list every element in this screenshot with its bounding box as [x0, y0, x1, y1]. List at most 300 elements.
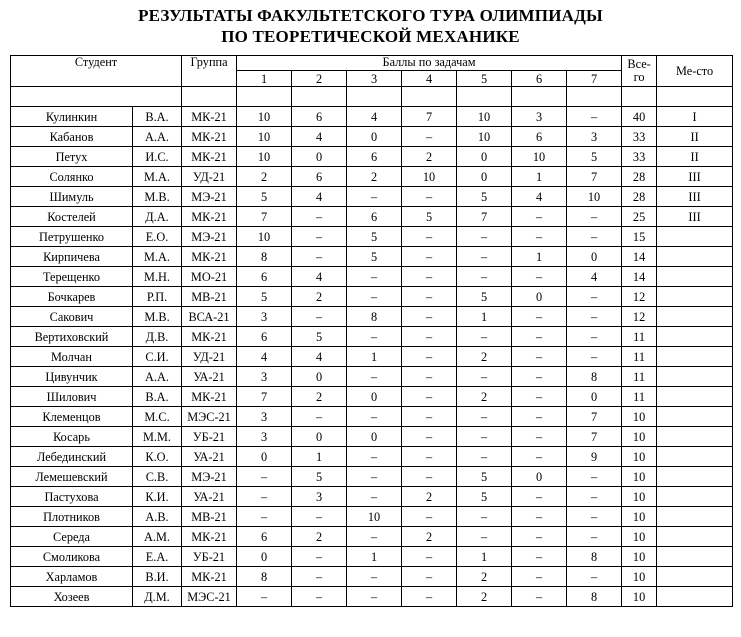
student-group: МК-21: [182, 207, 237, 227]
task-score-2: –: [292, 507, 347, 527]
place: III: [657, 167, 733, 187]
table-row: [11, 467, 733, 487]
task-score-4: –: [402, 127, 457, 147]
total-score: 10: [622, 547, 657, 567]
student-initials: Д.М.: [133, 587, 182, 607]
task-score-7: –: [567, 227, 622, 247]
student-group: МО-21: [182, 267, 237, 287]
task-score-1: –: [237, 507, 292, 527]
task-score-4: –: [402, 187, 457, 207]
task-score-3: –: [347, 487, 402, 507]
task-score-5: 2: [457, 567, 512, 587]
task-score-3: –: [347, 527, 402, 547]
task-score-4: –: [402, 447, 457, 467]
student-group: МЭС-21: [182, 587, 237, 607]
table-row: [11, 547, 733, 567]
task-score-1: 3: [237, 427, 292, 447]
task-score-7: 7: [567, 427, 622, 447]
header-task-3: 3: [347, 71, 402, 87]
task-score-5: –: [457, 367, 512, 387]
task-score-4: –: [402, 367, 457, 387]
task-score-4: –: [402, 267, 457, 287]
task-score-4: –: [402, 287, 457, 307]
student-initials: А.А.: [133, 367, 182, 387]
task-score-5: 7: [457, 207, 512, 227]
total-score: 10: [622, 587, 657, 607]
student-surname: Кирпичева: [11, 247, 133, 267]
student-surname: Шилович: [11, 387, 133, 407]
task-score-1: 5: [237, 287, 292, 307]
task-score-5: 1: [457, 307, 512, 327]
student-initials: В.А.: [133, 107, 182, 127]
total-score: 33: [622, 147, 657, 167]
task-score-1: 10: [237, 227, 292, 247]
task-score-1: –: [237, 587, 292, 607]
student-group: УД-21: [182, 347, 237, 367]
task-score-7: –: [567, 487, 622, 507]
task-score-5: 5: [457, 487, 512, 507]
student-initials: А.В.: [133, 507, 182, 527]
student-group: УА-21: [182, 447, 237, 467]
task-score-6: –: [512, 267, 567, 287]
task-score-2: 2: [292, 527, 347, 547]
total-score: 15: [622, 227, 657, 247]
student-group: МВ-21: [182, 507, 237, 527]
total-score: 14: [622, 267, 657, 287]
task-score-5: –: [457, 227, 512, 247]
task-score-3: 5: [347, 227, 402, 247]
place: [657, 427, 733, 447]
task-score-5: 5: [457, 467, 512, 487]
student-surname: Вертиховский: [11, 327, 133, 347]
student-group: МЭ-21: [182, 187, 237, 207]
task-score-7: 8: [567, 367, 622, 387]
task-score-4: –: [402, 327, 457, 347]
place: [657, 587, 733, 607]
task-score-2: 5: [292, 327, 347, 347]
task-score-3: 4: [347, 107, 402, 127]
student-group: УД-21: [182, 167, 237, 187]
table-row: [11, 587, 733, 607]
task-score-5: 5: [457, 187, 512, 207]
task-score-4: –: [402, 587, 457, 607]
task-score-7: 0: [567, 247, 622, 267]
task-score-1: 2: [237, 167, 292, 187]
task-score-6: –: [512, 407, 567, 427]
student-initials: Е.О.: [133, 227, 182, 247]
task-score-7: –: [567, 347, 622, 367]
task-score-4: –: [402, 247, 457, 267]
task-score-1: 7: [237, 207, 292, 227]
student-group: МК-21: [182, 567, 237, 587]
task-score-2: 4: [292, 187, 347, 207]
student-group: МЭС-21: [182, 407, 237, 427]
task-score-6: –: [512, 307, 567, 327]
task-score-2: 6: [292, 107, 347, 127]
student-initials: С.И.: [133, 347, 182, 367]
task-score-3: –: [347, 267, 402, 287]
task-score-1: –: [237, 487, 292, 507]
student-group: МВ-21: [182, 287, 237, 307]
task-score-7: 9: [567, 447, 622, 467]
table-row: [11, 427, 733, 447]
task-score-6: 1: [512, 167, 567, 187]
task-score-4: –: [402, 567, 457, 587]
student-surname: Молчан: [11, 347, 133, 367]
student-surname: Шимуль: [11, 187, 133, 207]
task-score-4: –: [402, 427, 457, 447]
table-row: [11, 507, 733, 527]
student-group: МК-21: [182, 147, 237, 167]
task-score-1: 4: [237, 347, 292, 367]
place: [657, 407, 733, 427]
total-score: 11: [622, 387, 657, 407]
table-row: [11, 267, 733, 287]
total-score: 12: [622, 287, 657, 307]
task-score-6: –: [512, 567, 567, 587]
task-score-2: –: [292, 407, 347, 427]
task-score-1: 3: [237, 367, 292, 387]
student-group: МК-21: [182, 107, 237, 127]
student-surname: Сакович: [11, 307, 133, 327]
task-score-1: 8: [237, 567, 292, 587]
task-score-7: 10: [567, 187, 622, 207]
task-score-5: 2: [457, 587, 512, 607]
total-score: 10: [622, 427, 657, 447]
task-score-7: –: [567, 567, 622, 587]
document-title-line-1: РЕЗУЛЬТАТЫ ФАКУЛЬТЕТСКОГО ТУРА ОЛИМПИАДЫ: [138, 6, 603, 25]
student-surname: Солянко: [11, 167, 133, 187]
task-score-3: 6: [347, 147, 402, 167]
student-surname: Петрушенко: [11, 227, 133, 247]
student-surname: Смоликова: [11, 547, 133, 567]
task-score-6: –: [512, 387, 567, 407]
task-score-4: –: [402, 467, 457, 487]
task-score-3: 2: [347, 167, 402, 187]
total-score: 12: [622, 307, 657, 327]
total-score: 11: [622, 327, 657, 347]
header-task-2: 2: [292, 71, 347, 87]
student-group: УА-21: [182, 367, 237, 387]
header-row: [11, 56, 733, 71]
task-score-5: 10: [457, 107, 512, 127]
student-group: ВСА-21: [182, 307, 237, 327]
task-score-6: 6: [512, 127, 567, 147]
task-score-4: –: [402, 387, 457, 407]
student-surname: Петух: [11, 147, 133, 167]
table-row: [11, 387, 733, 407]
student-surname: Лемешевский: [11, 467, 133, 487]
task-score-7: 3: [567, 127, 622, 147]
header-task-1: 1: [237, 71, 292, 87]
total-score: 33: [622, 127, 657, 147]
task-score-5: 5: [457, 287, 512, 307]
total-score: 10: [622, 447, 657, 467]
student-surname: Кулинкин: [11, 107, 133, 127]
task-score-4: 2: [402, 147, 457, 167]
task-score-5: –: [457, 507, 512, 527]
student-initials: М.В.: [133, 307, 182, 327]
header-task-6: 6: [512, 71, 567, 87]
student-group: МК-21: [182, 527, 237, 547]
header-group: Группа: [182, 56, 237, 87]
table-row: [11, 567, 733, 587]
student-group: МЭ-21: [182, 467, 237, 487]
task-score-6: –: [512, 227, 567, 247]
task-score-6: 0: [512, 287, 567, 307]
task-score-3: –: [347, 567, 402, 587]
task-score-6: 4: [512, 187, 567, 207]
task-score-1: 3: [237, 307, 292, 327]
student-initials: К.И.: [133, 487, 182, 507]
table-row: [11, 367, 733, 387]
task-score-3: –: [347, 407, 402, 427]
task-score-5: –: [457, 407, 512, 427]
spacer-row: [11, 87, 733, 107]
header-place: [657, 56, 733, 87]
task-score-4: 2: [402, 487, 457, 507]
place: [657, 487, 733, 507]
place: [657, 507, 733, 527]
task-score-7: –: [567, 207, 622, 227]
student-surname: Клеменцов: [11, 407, 133, 427]
place: III: [657, 187, 733, 207]
task-score-1: 8: [237, 247, 292, 267]
student-group: МК-21: [182, 247, 237, 267]
student-initials: М.А.: [133, 247, 182, 267]
student-initials: Р.П.: [133, 287, 182, 307]
task-score-1: 5: [237, 187, 292, 207]
task-score-2: 6: [292, 167, 347, 187]
task-score-2: –: [292, 587, 347, 607]
task-score-2: 1: [292, 447, 347, 467]
task-score-6: 1: [512, 247, 567, 267]
task-score-2: –: [292, 207, 347, 227]
place: I: [657, 107, 733, 127]
task-score-5: 2: [457, 347, 512, 367]
table-row: [11, 527, 733, 547]
task-score-7: 5: [567, 147, 622, 167]
task-score-3: –: [347, 467, 402, 487]
task-score-1: 10: [237, 107, 292, 127]
place: [657, 227, 733, 247]
table-row: [11, 207, 733, 227]
student-initials: В.А.: [133, 387, 182, 407]
table-row: [11, 187, 733, 207]
task-score-2: 4: [292, 127, 347, 147]
place: [657, 467, 733, 487]
task-score-6: –: [512, 347, 567, 367]
student-surname: Хозеев: [11, 587, 133, 607]
student-surname: Косарь: [11, 427, 133, 447]
task-score-6: 0: [512, 467, 567, 487]
task-score-4: –: [402, 307, 457, 327]
total-score: 10: [622, 487, 657, 507]
task-score-3: –: [347, 587, 402, 607]
task-score-7: 8: [567, 587, 622, 607]
total-score: 10: [622, 407, 657, 427]
place: [657, 547, 733, 567]
task-score-2: 0: [292, 367, 347, 387]
task-score-7: 0: [567, 387, 622, 407]
student-initials: М.Н.: [133, 267, 182, 287]
table-row: [11, 147, 733, 167]
student-initials: В.И.: [133, 567, 182, 587]
table-row: [11, 407, 733, 427]
task-score-4: 2: [402, 527, 457, 547]
place: [657, 447, 733, 467]
task-score-3: –: [347, 287, 402, 307]
task-score-6: –: [512, 207, 567, 227]
task-score-4: –: [402, 547, 457, 567]
task-score-3: 5: [347, 247, 402, 267]
student-initials: Е.А.: [133, 547, 182, 567]
student-surname: Терещенко: [11, 267, 133, 287]
task-score-2: 2: [292, 387, 347, 407]
student-surname: Цивунчик: [11, 367, 133, 387]
task-score-1: 6: [237, 327, 292, 347]
task-score-6: 3: [512, 107, 567, 127]
task-score-3: 1: [347, 547, 402, 567]
student-surname: Кабанов: [11, 127, 133, 147]
total-score: 14: [622, 247, 657, 267]
task-score-6: –: [512, 327, 567, 347]
place: II: [657, 147, 733, 167]
total-score: 28: [622, 167, 657, 187]
place: [657, 347, 733, 367]
task-score-4: –: [402, 347, 457, 367]
task-score-5: –: [457, 247, 512, 267]
task-score-1: 7: [237, 387, 292, 407]
task-score-4: –: [402, 407, 457, 427]
task-score-7: –: [567, 307, 622, 327]
task-score-3: 0: [347, 387, 402, 407]
task-score-7: –: [567, 107, 622, 127]
total-score: 40: [622, 107, 657, 127]
task-score-5: –: [457, 327, 512, 347]
student-initials: Д.А.: [133, 207, 182, 227]
task-score-3: 6: [347, 207, 402, 227]
place: II: [657, 127, 733, 147]
student-initials: А.М.: [133, 527, 182, 547]
table-row: [11, 247, 733, 267]
student-initials: М.М.: [133, 427, 182, 447]
task-score-4: –: [402, 227, 457, 247]
total-score: 10: [622, 567, 657, 587]
table-row: [11, 447, 733, 467]
task-score-2: 4: [292, 347, 347, 367]
task-score-3: 0: [347, 427, 402, 447]
task-score-7: –: [567, 287, 622, 307]
place: [657, 387, 733, 407]
place: [657, 527, 733, 547]
task-score-2: 0: [292, 147, 347, 167]
task-score-2: –: [292, 247, 347, 267]
task-score-5: –: [457, 267, 512, 287]
task-score-7: –: [567, 327, 622, 347]
total-score: 28: [622, 187, 657, 207]
task-score-2: –: [292, 307, 347, 327]
task-score-2: 4: [292, 267, 347, 287]
task-score-4: 10: [402, 167, 457, 187]
total-score: 10: [622, 527, 657, 547]
task-score-3: 1: [347, 347, 402, 367]
student-surname: Середа: [11, 527, 133, 547]
table-row: [11, 227, 733, 247]
student-surname: Лебединский: [11, 447, 133, 467]
task-score-7: 4: [567, 267, 622, 287]
student-group: УА-21: [182, 487, 237, 507]
place: [657, 267, 733, 287]
task-score-1: 0: [237, 447, 292, 467]
task-score-3: –: [347, 367, 402, 387]
table-row: [11, 307, 733, 327]
task-score-6: –: [512, 547, 567, 567]
header-task-5: 5: [457, 71, 512, 87]
task-score-3: 10: [347, 507, 402, 527]
task-score-6: –: [512, 447, 567, 467]
header-scores: Баллы по задачам: [237, 56, 622, 71]
student-surname: Бочкарев: [11, 287, 133, 307]
task-score-2: 5: [292, 467, 347, 487]
task-score-5: –: [457, 427, 512, 447]
task-score-7: –: [567, 507, 622, 527]
student-surname: Костелей: [11, 207, 133, 227]
results-table: [10, 55, 733, 607]
task-score-1: 10: [237, 127, 292, 147]
total-score: 25: [622, 207, 657, 227]
task-score-3: 8: [347, 307, 402, 327]
task-score-5: 2: [457, 387, 512, 407]
student-initials: М.А.: [133, 167, 182, 187]
header-place-label: Ме-сто: [676, 63, 714, 78]
student-surname: Пастухова: [11, 487, 133, 507]
student-initials: И.С.: [133, 147, 182, 167]
table-row: [11, 167, 733, 187]
student-initials: М.С.: [133, 407, 182, 427]
place: [657, 567, 733, 587]
task-score-6: –: [512, 487, 567, 507]
task-score-5: –: [457, 447, 512, 467]
task-score-3: –: [347, 187, 402, 207]
task-score-5: –: [457, 527, 512, 547]
student-group: МК-21: [182, 327, 237, 347]
student-group: УБ-21: [182, 547, 237, 567]
task-score-3: 0: [347, 127, 402, 147]
place: [657, 367, 733, 387]
task-score-1: 6: [237, 527, 292, 547]
task-score-4: –: [402, 507, 457, 527]
task-score-1: –: [237, 467, 292, 487]
student-initials: А.А.: [133, 127, 182, 147]
total-score: 10: [622, 507, 657, 527]
header-student: Студент: [11, 56, 182, 87]
student-surname: Харламов: [11, 567, 133, 587]
task-score-1: 10: [237, 147, 292, 167]
task-score-6: –: [512, 507, 567, 527]
student-initials: К.О.: [133, 447, 182, 467]
document-title-line-2: ПО ТЕОРЕТИЧЕСКОЙ МЕХАНИКЕ: [221, 27, 520, 46]
task-score-7: 7: [567, 167, 622, 187]
task-score-2: 2: [292, 287, 347, 307]
table-row: [11, 127, 733, 147]
student-group: МК-21: [182, 387, 237, 407]
header-task-7: 7: [567, 71, 622, 87]
table-row: [11, 487, 733, 507]
task-score-2: 3: [292, 487, 347, 507]
place: [657, 247, 733, 267]
student-initials: Д.В.: [133, 327, 182, 347]
